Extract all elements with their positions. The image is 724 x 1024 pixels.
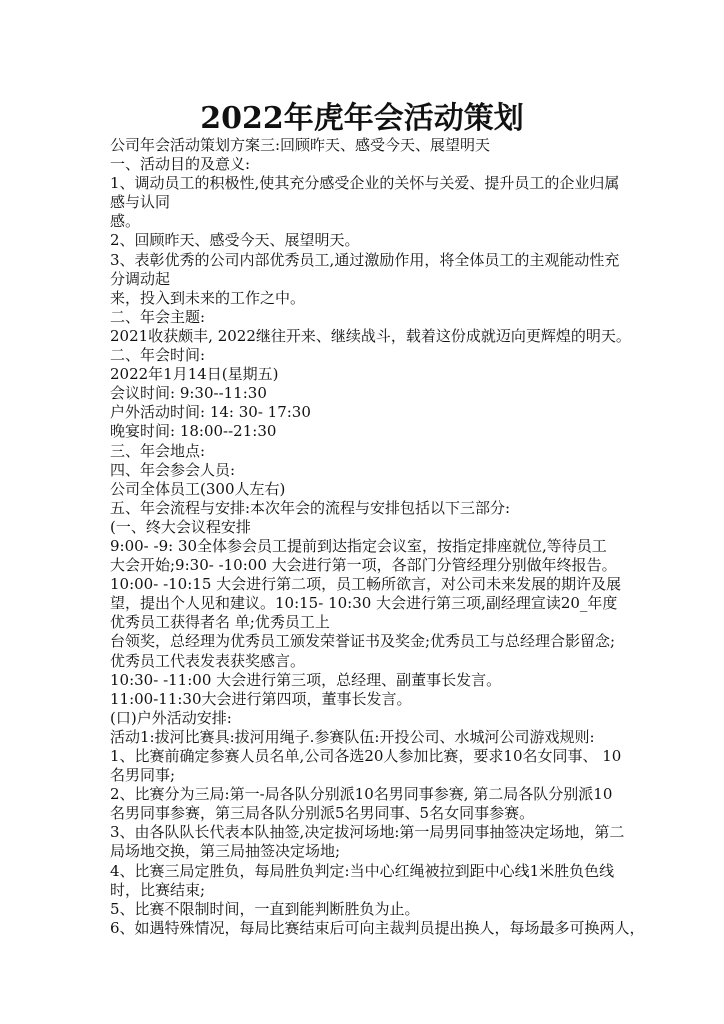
paragraph-line: 局场地交换，第三局抽签决定场地; — [110, 842, 341, 861]
paragraph-line: 五、年会流程与安排:本次年会的流程与安排包括以下三部分: — [110, 498, 511, 517]
paragraph-line: 1、比赛前确定参赛人员名单,公司各选20人参加比赛，要求10名女同事、 10 — [110, 747, 622, 765]
paragraph-line: 二、年会时间: — [110, 346, 206, 365]
paragraph-line: 感。 — [110, 212, 141, 231]
paragraph-line: 来，投入到未来的工作之中。 — [110, 288, 306, 307]
paragraph-line: 望，提出个人见和建议。10:15- 10:30 大会进行第三项,副经理宣读20_年度 — [110, 594, 618, 613]
paragraph-line: 晚宴时间: 18:00--21:30 — [110, 422, 277, 441]
paragraph-line: 3、由各队队长代表本队抽签,决定拔河场地:第一局男同事抽签决定场地，第二 — [110, 823, 625, 842]
paragraph-line: 三、年会地点: — [110, 441, 206, 460]
paragraph-line: 10:00- -10:15 大会进行第二项，员工畅所欲言，对公司未来发展的期许及展 — [110, 575, 622, 594]
paragraph-line: 2、回顾昨天、感受今天、展望明天。 — [110, 231, 360, 250]
paragraph-line: 9:00- -9: 30全体参会员工提前到达指定会议室，按指定排座就位,等待员工 — [110, 536, 607, 555]
paragraph-line: 大会开始;9:30- -10:00 大会进行第一项，各部门分管经理分别做年终报告。 — [110, 556, 617, 575]
paragraph-line: 4、比赛三局定胜负，每局胜负判定:当中心红绳被拉到距中心线1米胜负色线 — [110, 861, 615, 880]
paragraph-line: 名男同事参赛，第三局各队分别派5名男同事、5名女同事参赛。 — [110, 804, 535, 823]
paragraph-line: (一、终大会议程安排 — [110, 517, 251, 536]
paragraph-line: 10:30- -11:00 大会进行第三项，总经理、副董事长发言。 — [110, 670, 502, 689]
paragraph-line: 优秀员工获得者名 单;优秀员工上 — [110, 613, 330, 632]
paragraph-line: 5、比赛不限制时间，一直到能判断胜负为止。 — [110, 899, 420, 918]
paragraph-line: 11:00-11:30大会进行第四项，董事长发言。 — [110, 689, 412, 708]
paragraph-line: 公司年会活动策划方案三:回顾昨天、感受今天、展望明天 — [110, 136, 491, 154]
document-body — [110, 136, 650, 938]
paragraph-line: 3、表彰优秀的公司内部优秀员工,通过激励作用，将全体员工的主观能动性充 — [110, 250, 620, 269]
paragraph-line: 时，比赛结束; — [110, 880, 206, 899]
paragraph-line: 优秀员工代表发表获奖感言。 — [110, 651, 306, 670]
document-title: 2022年虎年会活动策划 — [200, 101, 524, 136]
paragraph-line: 四、年会参会人员: — [110, 460, 236, 479]
paragraph-line: 名男同事; — [110, 766, 176, 785]
paragraph-line: 2、比赛分为三局:第一-局各队分别派10名男同事参赛, 第二局各队分别派10 — [110, 785, 613, 804]
paragraph-line: (口)户外活动安排: — [110, 708, 232, 727]
paragraph-line: 2021收获颇丰, 2022继往开来、继续战斗，载着这份成就迈向更辉煌的明天。 — [110, 326, 631, 345]
paragraph-line: 6、如遇特殊情况，每局比赛结束后可向主裁判员提出换人，每场最多可换两人， — [110, 918, 645, 937]
paragraph-line: 分调动起 — [110, 269, 171, 288]
paragraph-line: 户外活动时间: 14: 30- 17:30 — [110, 403, 311, 422]
paragraph-line: 会议时间: 9:30--11:30 — [110, 384, 267, 403]
paragraph-line: 一、活动目的及意义: — [110, 155, 251, 174]
paragraph-line: 二、年会主题: — [110, 307, 206, 326]
paragraph-line: 感与认同 — [110, 193, 171, 212]
paragraph-line: 2022年1月14日(星期五) — [110, 365, 279, 384]
paragraph-line: 活动1:拔河比赛具:拔河用绳子.参赛队伍:开投公司、水城河公司游戏规则: — [110, 727, 595, 746]
paragraph-line: 1、调动员工的积极性,使其充分感受企业的关怀与关爱、提升员工的企业归属 — [110, 174, 620, 193]
paragraph-line: 公司全体员工(300人左右) — [110, 479, 286, 498]
paragraph-line: 台领奖，总经理为优秀员工颁发荣誉证书及奖金;优秀员工与总经理合影留念; — [110, 632, 616, 651]
